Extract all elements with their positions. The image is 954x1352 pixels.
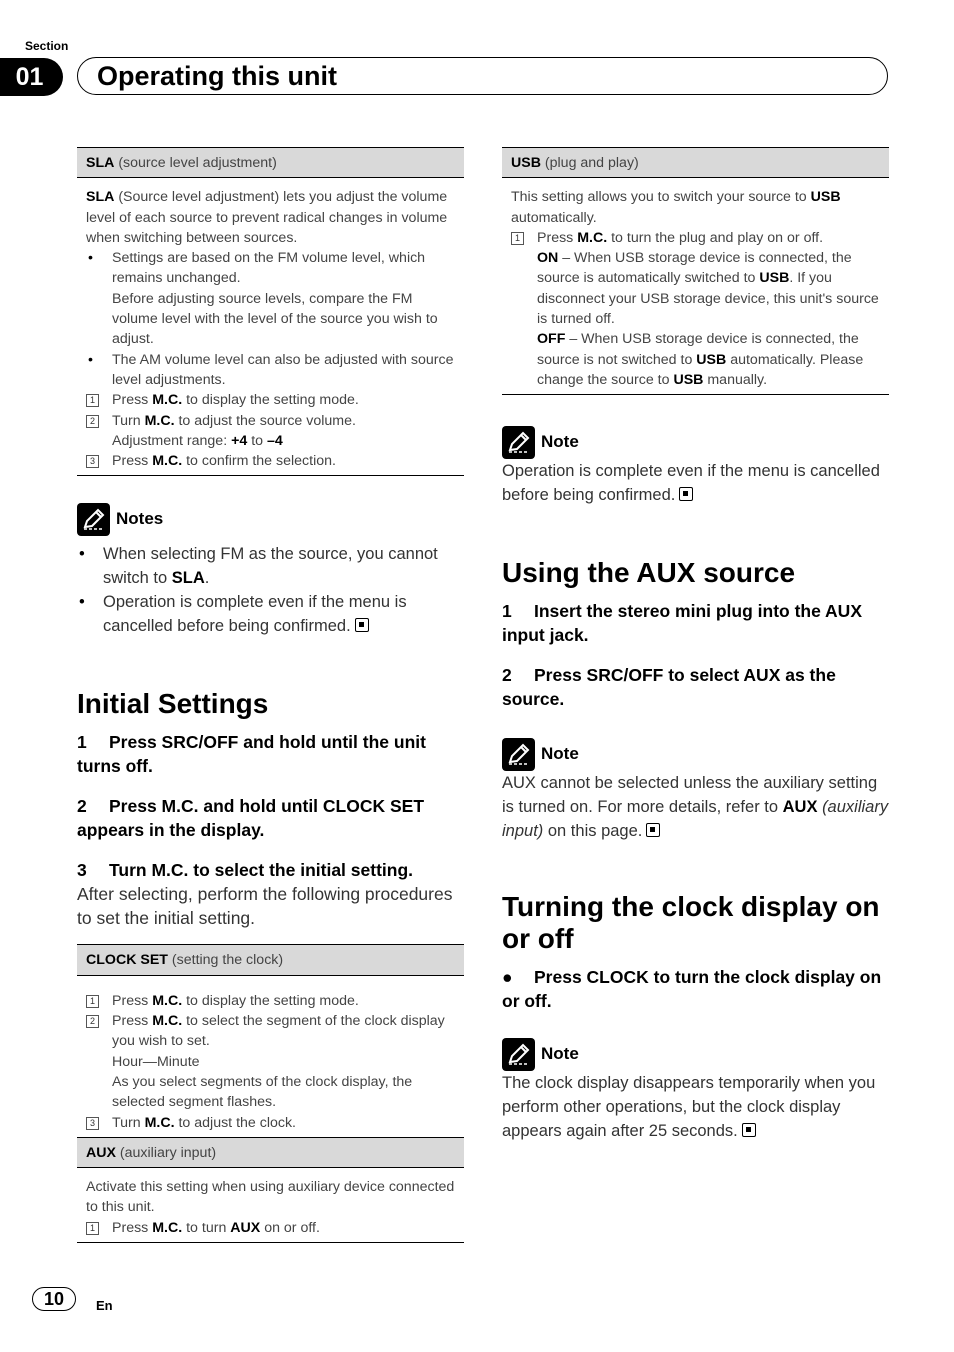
note-text: AUX cannot be selected unless the auxiliary setting is turned on. For more details, refer to AUX (auxiliary input) on this page. bbox=[502, 774, 889, 841]
step-number-1-icon: 1 bbox=[86, 394, 99, 407]
instruction-step: 2 Press SRC/OFF to select AUX as the source. bbox=[502, 665, 836, 710]
usb-table-body: This setting allows you to switch your source to USB automatically. 1 Press M.C. to turn the plug and play on or off. ON – When USB storage device is connected, the source is automatically switched to USB. If you disconnect your USB storage device, this unit's source is turned off. OFF – When USB storage device is connected, the source is not switched to USB automatically. Please change the source to USB manually. bbox=[502, 178, 889, 394]
initial-settings-heading: Initial Settings bbox=[77, 688, 269, 720]
sla-table-header: SLA (source level adjustment) bbox=[77, 148, 464, 178]
step-item: 3 Turn M.C. to adjust the clock. bbox=[86, 1113, 455, 1133]
usb-table-header: USB (plug and play) bbox=[502, 148, 889, 178]
step-number-1-icon: 1 bbox=[86, 1222, 99, 1235]
note-heading: Note bbox=[502, 425, 889, 459]
left-column bbox=[77, 147, 464, 1243]
note-heading: Note bbox=[502, 737, 889, 771]
clock-set-table-header: CLOCK SET (setting the clock) bbox=[77, 945, 464, 975]
step-number-2-icon: 2 bbox=[86, 1015, 99, 1028]
clock-display-heading: Turning the clock display on or off bbox=[502, 891, 880, 955]
sla-table bbox=[77, 147, 464, 476]
step-item: 2 Turn M.C. to adjust the source volume. bbox=[86, 411, 455, 431]
note-heading: Note bbox=[502, 1037, 889, 1071]
note-item: • Operation is complete even if the menu is cancelled before being confirmed. bbox=[77, 590, 464, 638]
pencil-note-icon bbox=[502, 738, 535, 771]
instruction-detail: After selecting, perform the following procedures to set the initial setting. bbox=[77, 884, 453, 929]
aux-table-header: AUX (auxiliary input) bbox=[77, 1137, 464, 1168]
usb-on-description: ON – When USB storage device is connected, the source is automatically switched to USB. If you disconnect your USB storage device, this unit's source is turned off. bbox=[537, 250, 879, 328]
notes-heading: Notes bbox=[77, 502, 464, 536]
pencil-note-icon bbox=[77, 503, 110, 536]
adjustment-range: Adjustment range: +4 to –4 bbox=[112, 432, 283, 449]
step-item: 3 Press M.C. to confirm the selection. bbox=[86, 451, 455, 471]
clock-set-table-body bbox=[77, 976, 464, 1137]
usb-table bbox=[502, 147, 889, 395]
instruction-step: ● Press CLOCK to turn the clock display on or off. bbox=[502, 967, 882, 1012]
step-item: 2 Press M.C. to select the segment of the clock display you wish to set. bbox=[86, 1011, 455, 1052]
bullet-dot-icon: ● bbox=[502, 967, 513, 988]
instruction-step: 1 Press SRC/OFF and hold until the unit turns off. bbox=[77, 732, 426, 777]
usb-off-description: OFF – When USB storage device is connected, the source is not switched to USB automatically. Please change the source to USB manually. bbox=[537, 331, 864, 388]
note-item: • When selecting FM as the source, you cannot switch to SLA. bbox=[77, 542, 464, 590]
pencil-note-icon bbox=[502, 1038, 535, 1071]
page-number: 10 bbox=[32, 1287, 76, 1311]
end-mark-icon bbox=[742, 1123, 756, 1137]
list-item: • Settings are based on the FM volume level, which remains unchanged. Before adjusting source levels, compare the FM volume level with the level of the source you wish to adjust. bbox=[86, 248, 455, 349]
instruction-step: 1 Insert the stereo mini plug into the AUX input jack. bbox=[502, 601, 862, 646]
aux-table-body: Activate this setting when using auxiliary device connected to this unit. 1 Press M.C. to turn AUX on or off. bbox=[77, 1168, 464, 1242]
end-mark-icon bbox=[646, 823, 660, 837]
clock-segment-info: Hour—Minute bbox=[112, 1053, 200, 1070]
list-item: • The AM volume level can also be adjusted with source level adjustments. bbox=[86, 350, 455, 391]
page-title: Operating this unit bbox=[97, 61, 337, 91]
end-mark-icon bbox=[679, 487, 693, 501]
pencil-note-icon bbox=[502, 426, 535, 459]
note-text: Operation is complete even if the menu is cancelled before being confirmed. bbox=[502, 462, 880, 505]
step-item: 1 Press M.C. to display the setting mode. bbox=[86, 390, 455, 410]
clock-flash-info: As you select segments of the clock display, the selected segment flashes. bbox=[112, 1073, 413, 1111]
aux-source-heading: Using the AUX source bbox=[502, 557, 796, 589]
step-number-1-icon: 1 bbox=[511, 232, 524, 245]
end-mark-icon bbox=[355, 618, 369, 632]
sla-table-body bbox=[77, 178, 464, 475]
instruction-step: 3 Turn M.C. to select the initial setting. bbox=[77, 860, 414, 881]
clock-set-table bbox=[77, 944, 464, 1243]
note-text: The clock display disappears temporarily when you perform other operations, but the clock display appears again after 25 seconds. bbox=[502, 1074, 876, 1141]
step-item: 1 Press M.C. to turn the plug and play on or off. bbox=[511, 228, 880, 248]
language-code: En bbox=[96, 1298, 113, 1313]
step-number-2-icon: 2 bbox=[86, 415, 99, 428]
step-item: 1 Press M.C. to display the setting mode. bbox=[86, 991, 455, 1011]
section-number-badge: 01 bbox=[0, 58, 63, 96]
step-number-3-icon: 3 bbox=[86, 1117, 99, 1130]
section-label: Section bbox=[25, 39, 69, 53]
right-column bbox=[502, 147, 889, 1143]
instruction-step: 2 Press M.C. and hold until CLOCK SET appears in the display. bbox=[77, 796, 425, 841]
step-number-1-icon: 1 bbox=[86, 995, 99, 1008]
step-item: 1 Press M.C. to turn AUX on or off. bbox=[86, 1218, 455, 1238]
sla-intro: SLA (Source level adjustment) lets you adjust the volume level of each source to prevent radical changes in volume when switching between sources. bbox=[86, 189, 448, 246]
step-number-3-icon: 3 bbox=[86, 455, 99, 468]
